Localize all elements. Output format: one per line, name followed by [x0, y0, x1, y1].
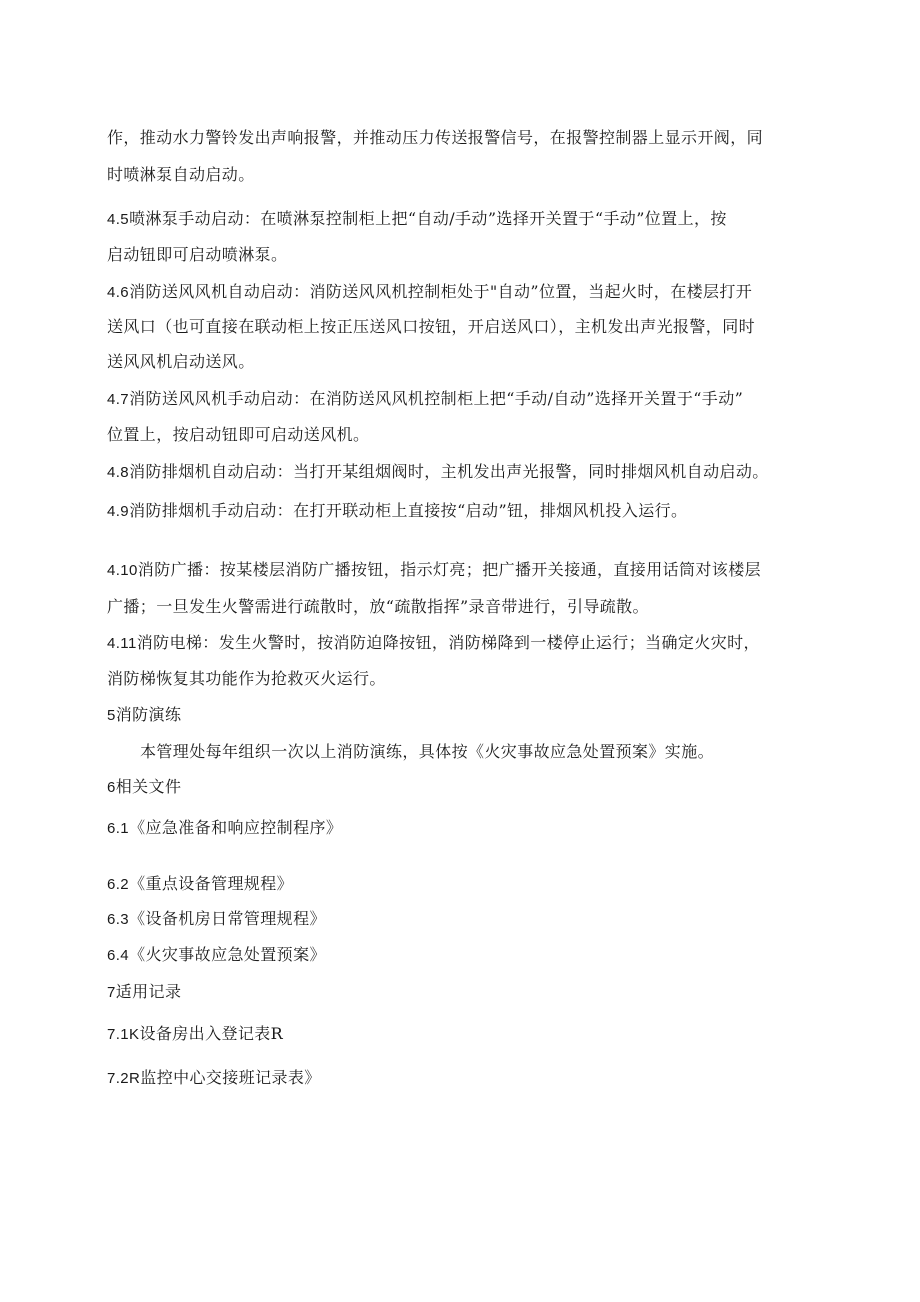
text-line: 送风风机启动送风。 — [107, 352, 255, 371]
text-line: 消防梯恢复其功能作为抢救灭火运行。 — [107, 669, 386, 688]
section-4-11: 4.11消防电梯：发生火警时，按消防迫降按钮，消防梯降到一楼停止运行；当确定火灾时， — [107, 633, 760, 652]
record-7-2: 7.2R监控中心交接班记录表》 — [107, 1068, 321, 1087]
section-4-5: 4.5喷淋泵手动启动：在喷淋泵控制柜上把“自动/手动”选择开关置于“手动”位置上，按 — [107, 209, 727, 228]
doc-ref-6-3: 6.3《设备机房日常管理规程》 — [107, 909, 326, 928]
section-4-9: 4.9消防排烟机手动启动：在打开联动柜上直接按“启动”钮，排烟风机投入运行。 — [107, 501, 688, 520]
doc-ref-6-1: 6.1《应急准备和响应控制程序》 — [107, 818, 343, 837]
text-line: 作，推动水力警铃发出声响报警，并推动压力传送报警信号，在报警控制器上显示开阀，同 — [107, 128, 764, 147]
section-4-6: 4.6消防送风风机自动启动：消防送风风机控制柜处于"自动”位置，当起火时，在楼层打开 — [107, 282, 753, 301]
paragraph-5: 本管理处每年组织一次以上消防演练，具体按《火灾事故应急处置预案》实施。 — [140, 742, 715, 761]
text-line: 送风口（也可直接在联动柜上按正压送风口按钮，开启送风口），主机发出声光报警，同时 — [107, 317, 756, 336]
doc-ref-6-2: 6.2《重点设备管理规程》 — [107, 874, 294, 893]
section-4-10: 4.10消防广播：按某楼层消防广播按钮，指示灯亮；把广播开关接通，直接用话筒对该楼层 — [107, 560, 761, 579]
heading-5: 5消防演练 — [107, 705, 182, 724]
record-7-1: 7.1K设备房出入登记表R — [107, 1024, 284, 1043]
heading-6: 6相关文件 — [107, 777, 182, 796]
text-line: 启动钮即可启动喷淋泵。 — [107, 245, 288, 264]
text-line: 广播；一旦发生火警需进行疏散时，放“疏散指挥”录音带进行，引导疏散。 — [107, 597, 649, 616]
section-4-7: 4.7消防送风风机手动启动：在消防送风风机控制柜上把“手动/自动”选择开关置于“手动” — [107, 389, 744, 408]
doc-ref-6-4: 6.4《火灾事故应急处置预案》 — [107, 945, 326, 964]
text-line: 位置上，按启动钮即可启动送风机。 — [107, 425, 370, 444]
section-4-8: 4.8消防排烟机自动启动：当打开某组烟阀时，主机发出声光报警，同时排烟风机自动启动。 — [107, 462, 769, 481]
text-line: 时喷淋泵自动启动。 — [107, 165, 255, 184]
heading-7: 7适用记录 — [107, 982, 182, 1001]
